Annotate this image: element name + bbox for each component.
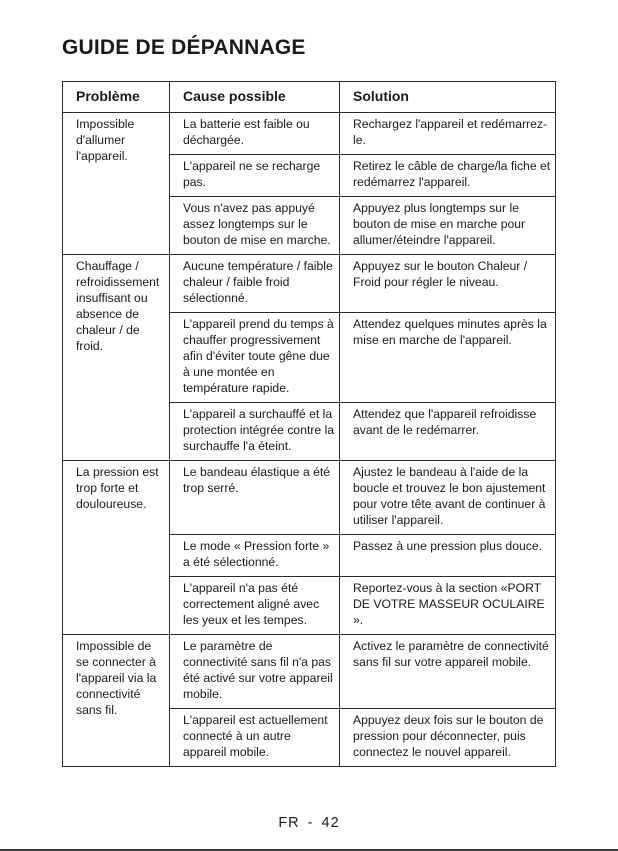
cause-cell: Le paramètre de connectivité sans fil n'a pas été activé sur votre appareil mobile. — [170, 635, 340, 709]
solution-cell: Activez le paramètre de connectivité sans fil sur votre appareil mobile. — [340, 635, 556, 709]
cause-cell: L'appareil a surchauffé et la protection intégrée contre la surchauffe l'a éteint. — [170, 403, 340, 461]
problem-cell: Impossible d'allumer l'appareil. — [63, 113, 170, 255]
solution-cell: Retirez le câble de charge/la fiche et redémarrez l'appareil. — [340, 155, 556, 197]
table-row — [63, 635, 556, 709]
header-cause: Cause possible — [170, 82, 340, 113]
cause-cell: L'appareil est actuellement connecté à un autre appareil mobile. — [170, 709, 340, 767]
solution-cell: Reportez-vous à la section «PORT DE VOTRE MASSEUR OCULAIRE ». — [340, 577, 556, 635]
cause-cell: L'appareil ne se recharge pas. — [170, 155, 340, 197]
table-row — [63, 113, 556, 155]
troubleshooting-table — [62, 81, 556, 767]
solution-cell: Appuyez plus longtemps sur le bouton de mise en marche pour allumer/éteindre l'appareil. — [340, 197, 556, 255]
cause-cell: Aucune température / faible chaleur / faible froid sélectionné. — [170, 255, 340, 313]
solution-cell: Attendez quelques minutes après la mise en marche de l'appareil. — [340, 313, 556, 403]
page-title: GUIDE DE DÉPANNAGE — [62, 36, 306, 59]
table-row — [63, 255, 556, 313]
table-row — [63, 461, 556, 535]
cause-cell: Le mode « Pression forte » a été sélectionné. — [170, 535, 340, 577]
solution-cell: Appuyez deux fois sur le bouton de pression pour déconnecter, puis connectez le nouvel appareil. — [340, 709, 556, 767]
solution-cell: Attendez que l'appareil refroidisse avant de le redémarrer. — [340, 403, 556, 461]
page-footer — [0, 815, 618, 831]
cause-cell: La batterie est faible ou déchargée. — [170, 113, 340, 155]
cause-cell: Le bandeau élastique a été trop serré. — [170, 461, 340, 535]
problem-cell: Impossible de se connecter à l'appareil via la connectivité sans fil. — [63, 635, 170, 767]
problem-cell: Chauffage / refroidissement insuffisant ou absence de chaleur / de froid. — [63, 255, 170, 461]
problem-cell: La pression est trop forte et douloureuse. — [63, 461, 170, 635]
solution-cell: Appuyez sur le bouton Chaleur / Froid pour régler le niveau. — [340, 255, 556, 313]
table-header-row — [63, 82, 556, 113]
footer-separator: - — [307, 815, 314, 831]
header-problem: Problème — [63, 82, 170, 113]
solution-cell: Rechargez l'appareil et redémarrez-le. — [340, 113, 556, 155]
solution-cell: Ajustez le bandeau à l'aide de la boucle et trouvez le bon ajustement pour votre tête avant de continuer à utiliser l'appareil. — [340, 461, 556, 535]
cause-cell: L'appareil prend du temps à chauffer progressivement afin d'éviter toute gêne due à une montée en température rapide. — [170, 313, 340, 403]
solution-cell: Passez à une pression plus douce. — [340, 535, 556, 577]
page-number: 42 — [321, 815, 340, 831]
footer-language: FR — [278, 815, 300, 831]
cause-cell: L'appareil n'a pas été correctement aligné avec les yeux et les tempes. — [170, 577, 340, 635]
header-solution: Solution — [340, 82, 556, 113]
cause-cell: Vous n'avez pas appuyé assez longtemps sur le bouton de mise en marche. — [170, 197, 340, 255]
